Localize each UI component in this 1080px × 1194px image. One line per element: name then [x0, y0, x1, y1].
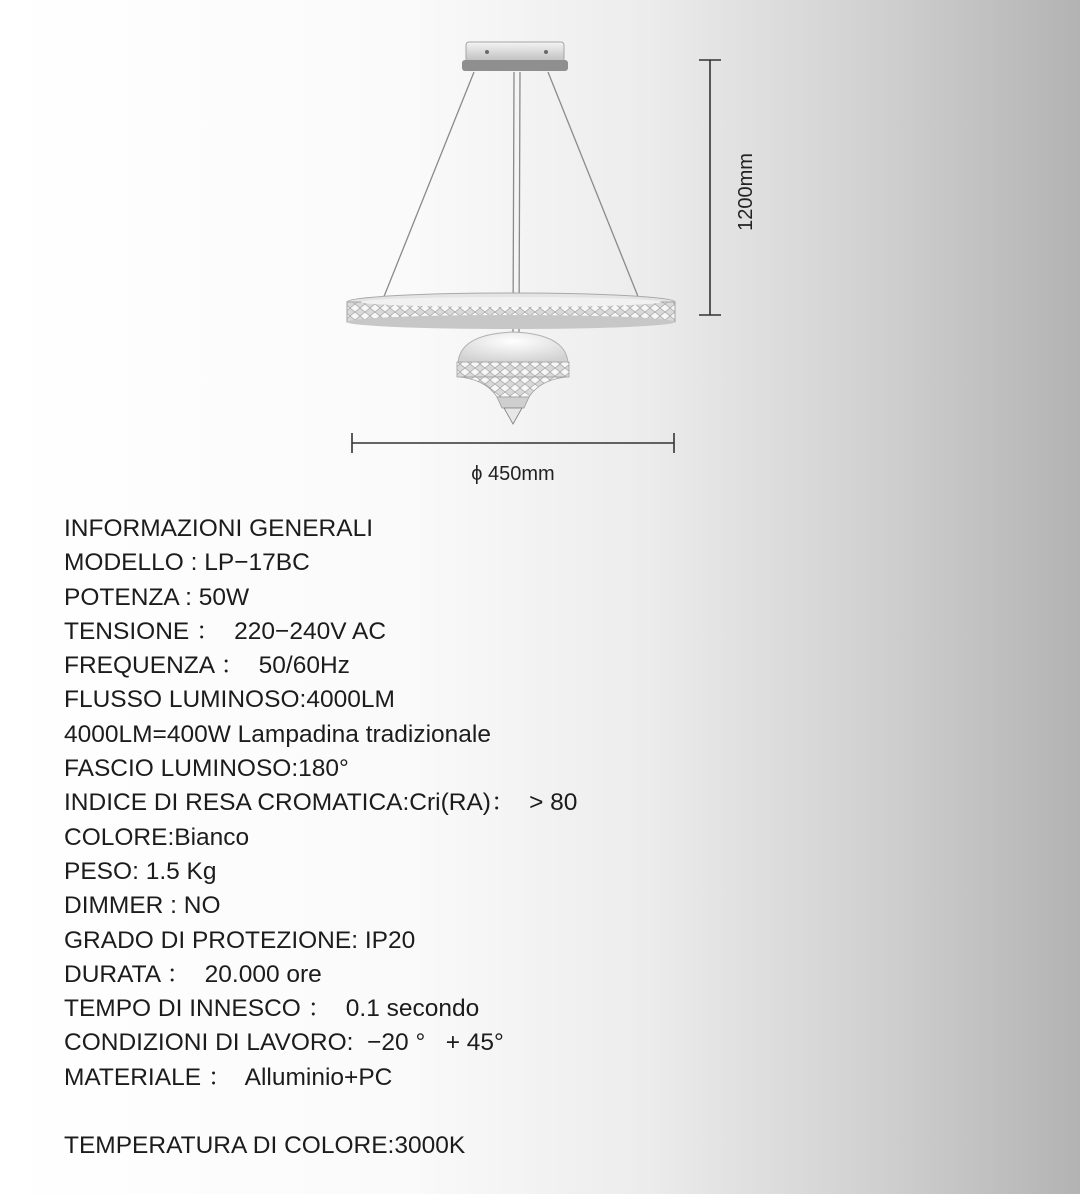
height-dimension-line	[699, 60, 721, 315]
spec-heading: INFORMAZIONI GENERALI	[64, 515, 374, 542]
spec-voltage: TENSIONE ： 220−240V AC	[64, 617, 387, 645]
diameter-dimension-line	[352, 433, 674, 453]
crystal-ring	[347, 293, 675, 329]
ceiling-canopy	[462, 42, 568, 71]
spec-luminous-flux: FLUSSO LUMINOSO:4000LM	[64, 686, 395, 714]
spec-dimmer: DIMMER : NO	[64, 892, 221, 920]
spec-ignition-time: TEMPO DI INNESCO ： 0.1 secondo	[64, 995, 480, 1023]
spec-beam-angle: FASCIO LUMINOSO:180°	[64, 755, 349, 783]
spec-lifetime: DURATA ： 20.000 ore	[64, 960, 322, 988]
spec-frequency: FREQUENZA ： 50/60Hz	[64, 652, 350, 680]
spec-power: POTENZA : 50W	[64, 583, 250, 611]
spec-working-conditions: CONDIZIONI DI LAVORO: −20 ° + 45°	[64, 1029, 504, 1057]
spec-model: MODELLO : LP−17BC	[64, 549, 310, 577]
height-label: 1200mm	[735, 153, 757, 231]
spec-protection: GRADO DI PROTEZIONE: IP20	[64, 926, 416, 954]
spec-cri: INDICE DI RESA CROMATICA:Cri(RA)： > 80	[64, 789, 578, 817]
specifications-list	[64, 512, 764, 1163]
diameter-label: ϕ 450mm	[471, 463, 555, 485]
spec-color: COLORE:Bianco	[64, 823, 250, 851]
central-dome	[457, 332, 569, 424]
product-drawing	[0, 0, 1080, 500]
spec-weight: PESO: 1.5 Kg	[64, 857, 217, 885]
spec-material: MATERIALE ： Alluminio+PC	[64, 1063, 393, 1091]
spec-spacer	[64, 1095, 764, 1129]
spec-equivalence: 4000LM=400W Lampadina tradizionale	[64, 720, 491, 748]
spec-color-temperature: TEMPERATURA DI COLORE:3000K	[64, 1132, 466, 1160]
